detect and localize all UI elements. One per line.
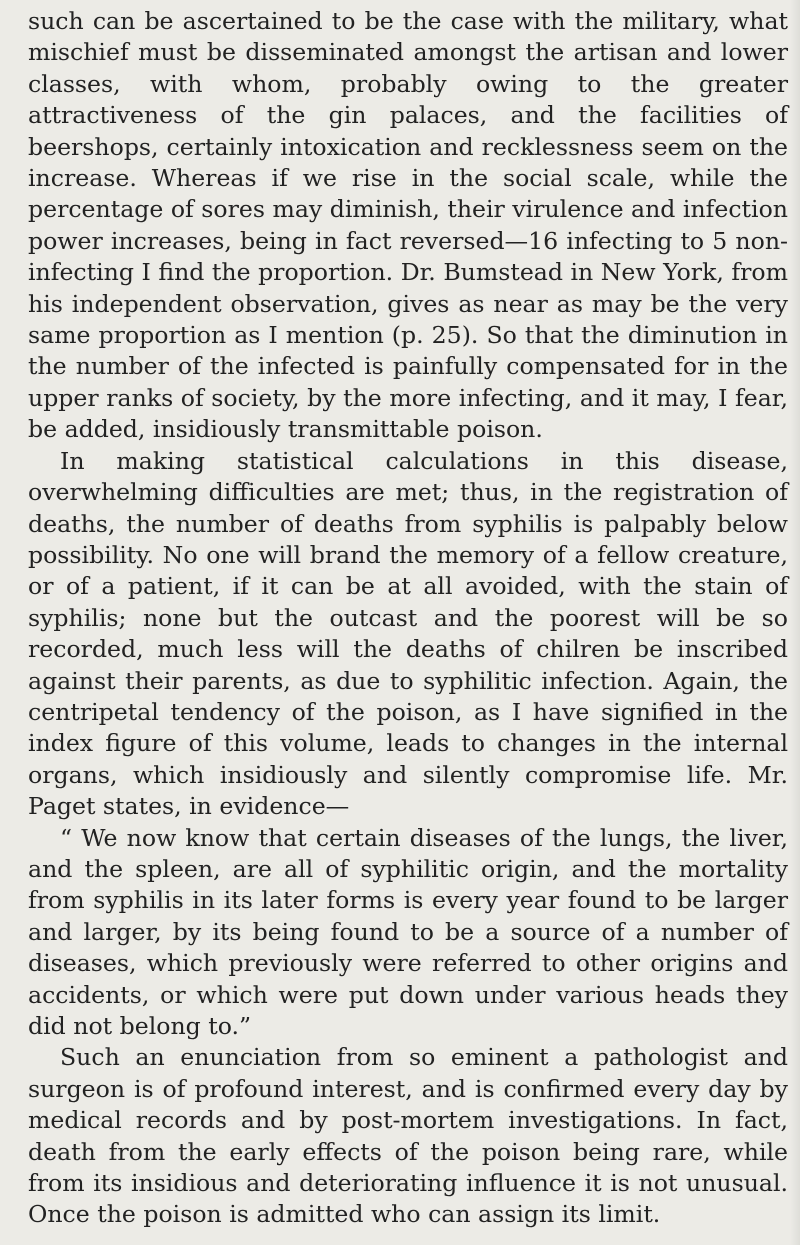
paragraph-4: Such an enunciation from so eminent a pathologist and surgeon is of profound interest, and is confirmed every day by medical records and by post-mortem investigations. In fact, death from the early effects of the poison being rare, while from its insidious and deteriorating influence it is not unusual. Once the poison is admitted who can assign its limit. [28, 1043, 788, 1229]
page-text [28, 6, 788, 1231]
page-edge-shadow [790, 0, 800, 1245]
paragraph-2: In making statistical calculations in this disease, overwhelming difficulties are met; thus, in the registration of deaths, the number of deaths from syphilis is palpably below possibility. No one will brand the memory of a fellow creature, or of a patient, if it can be at all avoided, with the stain of syphilis; none but the outcast and the poorest will be so recorded, much less will the deaths of chilren be inscribed against their parents, as due to syphilitic infection. Again, the centripetal tendency of the poison, as I have signified in the index figure of this volume, leads to changes in the internal organs, which insidiously and silently compromise life. Mr. Paget states, in evidence— [28, 446, 788, 821]
paragraph-1: such can be ascertained to be the case with the military, what mischief must be disseminated amongst the artisan and lower classes, with whom, probably owing to the greater attractiveness of the gin palaces, and the facilities of beershops, certainly intoxication and recklessness seem on the increase. Whereas if we rise in the social scale, while the percentage of sores may diminish, their virulence and infection power increases, being in fact reversed—16 infecting to 5 non-infecting I find the proportion. Dr. Bumstead in New York, from his independent observation, gives as near as may be the very same proportion as I mention (p. 25). So that the diminution in the number of the infected is painfully compensated for in the upper ranks of society, by the more infecting, and it may, I fear, be added, insidiously transmittable poison. [28, 7, 788, 444]
paragraph-quote: “ We now know that certain diseases of the lungs, the liver, and the spleen, are all of syphilitic origin, and the mortality from syphilis in its later forms is every year found to be larger and larger, by its being found to be a source of a number of diseases, which previously were referred to other origins and accidents, or which were put down under various heads they did not belong to.” [28, 823, 788, 1040]
